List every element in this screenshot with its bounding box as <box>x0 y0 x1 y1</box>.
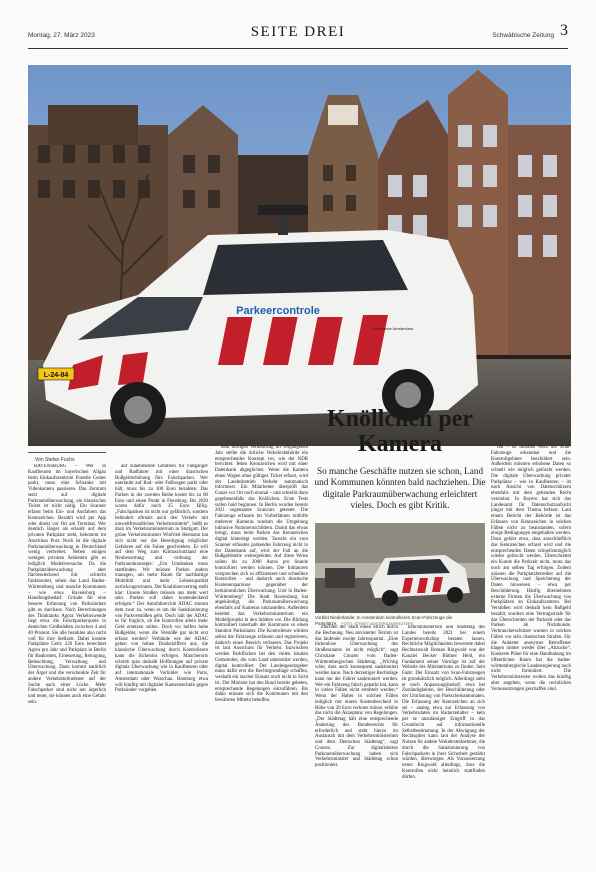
header-rule <box>28 48 568 49</box>
article-column-3: dem dortigen Verkehrstag im vergangenen Jahr stellte die örtliche Verkehrsbehörde ein entsprechendes Konzept vor, wie der NDR berichtet: Jeden Kennzeichen wird mit einer Datenbank abgeglichen. Wenn die Kamera einen Wagen ohne gültiges Ticket erfasst, wird der Landesbetrieb Verkehr automatisch informiert. Ein Mitarbeiter überprüft das Ganze vor Ort noch einmal – und schreibt dann gegebenenfalls das Knöllchen. Erste Tests sollen bald beginnen. In Berlin wurden bereits 2021 sogenannte Scancars getestet. Die Fahrzeuge erfassen im Vorbeifahren mithilfe mehrerer Kameras rundum die Umgebung inklusive Nummernschildern. Damit das etwas bringt, muss beim Parken das Kennzeichen digital hinterlegt werden. Tauscht ein vom Scanner erfasstes parkendes Fahrzeug nicht in der Datenbank auf, wird der Fall an die Bußgeldstelle weitergeleitet. Auf diese Weise sollen bis zu 2000 Autos pro Stunde kontrolliert werden können. Die Initiatoren versprechen sich so effizientere und schnellere Kontrollen – und dadurch auch drastische Kostenersparnisse gegenüber der herkömmlichen Überwachung. Und in Baden-Württemberg? Die Stadt Ravensburg hat angekündigt, die Parkraumüberwachung ebenfalls auf Kameras umzustellen. Außerdem bereitet das Verkehrsministerium ein Modellprojekt in den Städten vor. Die Bildung kontrolliert innerhalb der Kommune so einen Standort Parksünder. Die Kontrolleure würden selbst die Fahrzeuge erfassen und registrieren, dadurch einen Bereich verlassen. Das Projekt ist laut Ausschuss für Verkehr. Inzwischen werden Parkflächen bei den vielen lokalen Gemeinden, die vom Land unterstützt werden, digital kontrolliert. Der Landesgesetzgeber muss dafür erst die Rechtsgrundlage schaffen, weshalb ein rascher Einsatz noch nicht in Sicht ist. Der Minister hat den Bund bereits gebeten, entsprechende Regelungen einzuführen. Bis dahin müssen sich die Kommunen mit den bewährten Mitteln behelfen. <box>215 445 308 703</box>
newspaper-name: Schwäbische Zeitung <box>492 32 554 39</box>
article-column-6: fen – so müssten etwa die Scan-Fahrzeuge erkennbar und die Kontrollgebiete beschildert sein. Außerdem müssten erhobene Daten so schnell wie möglich gelöscht werden. Die digitale Überwachung privater Parkplätze – wie in Kaufbeuren – ist nach Ansicht von Datenschützern ebenfalls mit dem geltenden Recht vereinbar. In Bayern hat sich das Landesamt für Datenschutzaufsicht jüngst mit dem Thema befasst. Laut einem Bericht der Behörde ist das Erfassen von Kennzeichen in solchen Fällen nicht zu beanstanden, sofern einige Bedingungen eingehalten werden. Dazu gehört etwa, dass ausschließlich das Kennzeichen erfasst wird und die entsprechenden Daten schnellstmöglich wieder gelöscht werden. Überschreitet ein Kunde die Parkzeit nicht, muss das noch am selben Tag erfolgen. Zudem müssen die Parkplatzbetreiber auf die Überwachung und Speicherung der Daten hinweisen – etwa per Beschilderung. Häufig übernehmen externe Firmen die Überwachung von Parkplätzen an Einkaufszentren. Bei Verstößen wird deshalb kein Bußgeld bezahlt, sondern eine Vertragsstrafe für das Überschreiten der Parkzeit oder das Parken ab Nichtkunde. Verbraucherschützer warnen in solchen Fällen vor teils drastischen Strafen. Für die Anbieter anonymer Betroffener klagen immer wieder über „Abzocke“. Konkrete Pläne für eine Handhabung im öffentlichen Raum hat die baden-württembergische Landesregierung noch nicht formuliert. Die Verkehrsministerien wollen das künftig aber angehen, wenn die rechtlichen Voraussetzungen geschaffen sind. <box>491 445 571 692</box>
byline: Von Stefan Fuchs <box>35 457 75 463</box>
license-plate: L-24-84 <box>43 372 69 379</box>
vehicle-logo-text: Gemeente Amsterdam <box>373 326 414 331</box>
photo-credit: FOTO: STREET AMSTERDAM/REUTERS <box>341 621 414 626</box>
article-column-1: RAVENSBURG – Wer in Kaufbeuren im bayerischen Allgäu beim Einkaufszentrum Forettle Center parkt, muss eine Schranke mit Videokamera passieren. Das Zentrum setzt auf digitale Parkraumüberwachung, ein klassisches Ticket ist nicht nötig. Ein Scanner erfasst beim Ein- und Ausfahren das Kennzeichen. Bezahlt wird per App oder direkt vor Ort am Terminal. Wer deutlich länger als erlaubt auf dem privaten Parkplatz steht, bekommt im Anschluss Post. Noch ist die digitale Parkraumüberwachung in Deutschland wenig verbreitet. Neben einigen wenigen privaten Anbietern gibt es lediglich Modellversuche. Da die Parkplatzüberwachung aber flächendeckend mit schlecht funktioniert, sehen das Land Baden-Württemberg und manche Kommunen – wie etwa Ravensburg – Handlungsbedarf. Gründe für eine bessere Erfassung von Parksündern gibt es durchaus. Nach Berechnungen des Thinktanks Agora Verkehrswende liegt etwa die Falschparkerquote in deutschen Großstädten zwischen 4 und 40 Prozent. Sie alle bezahlen also nicht voll für ihre Stellzeit. Dabei kostete Parkplätze Geld: 220 Euro berechnet Agora pro Jahr und Parkplatz in Berlin für Baukosten, Erneuerung, Reinigung, Beleuchtung, Verwaltung und Überwachung. Dazu kommt natürlich der Ärger und die verschenkte Zeit für andere Verkehrsteilnehmer auf der Suche nach einer Lücke. Mehr Falschparker sind nicht nur ärgerlich und teuer, sie können auch eine Gefahr sein. <box>28 464 106 705</box>
main-photo <box>28 65 571 446</box>
page-number: 3 <box>560 22 568 39</box>
article-column-5: kehrsministerium und Städtetag des Landes bereits 2021 bei einem Expertenworkshop beraten lassen. Rechtliche Möglichkeiten bewertete dabei Rechtsanwalt Roman Ringwald von der Kanzlei Becker Büttner Held, ein Fundament seiner Vorträge ist auf der Website des Ministeriums zu finden. Sein Fazit: Der Einsatz von Scan-Fahrzeugen ist grundsätzlich möglich. Allerdings sieht er noch Anpassungsbedarf, etwa bei Zuständigkeiten, der Beschilderung oder der Umrüstung von Parkscheinautomaten. Die Erfassung der Kennzeichen an sich sei – analog etwa zur Erfassung von Verkehrsdaten im Radarzeitalter – kein per se unzulässiger Eingriff in das Grundrecht auf informationelle Selbstbestimmung. In der Abwägung der Rechtsgüter kann laut der Analyse der Nutzen für andere Verkehrsteilnehmer, die durch die Sanktionierung von Falschparkern in ihrer Sicherheit gestärkt würden, überwiegen. Als Voraussetzung nennt Ringwald allerdings, dass die Kontrollen nicht heimlich stattfinden dürfen. <box>402 625 485 780</box>
article-column-2: auf zunehmende Gefahren für Fußgänger und Radfahrer mit einer drastischen Bußgelderhöhung fürs Falschparken. Wer unerlaubt auf Rad- oder Fußwegen parkt oder hält, muss bis zu 100 Euro bezahlen. Das Parken in der zweiten Reihe kostet bis zu 80 Euro und einen Punkt in Flensburg. Bis 2020 waren dafür noch 25 Euro fällig. „Falschparken ist nicht nur gefährlich, sondern behindert oftmals auch den Verkehr mit umweltfreundlichen Verkehrsmitteln“, heißt es dazu im Verkehrsministerium in Stuttgart. Der grüne Verkehrsminister Winfried Hermann hat sich nicht nur die Beseitigung möglicher Gefahren auf die Fahne geschrieben. Er will auf dem Weg zum Klimaschutzland eine Neubewertung und -ordnung der Parkraumkonzepte: „Um Umdenken muss stattfinden. Wir müssen Parken anders managen, um mehr Raum für nachhaltige Mobilität und mehr Lebensqualität zurückzugewinnen. Der Koalitionsvertrag stellt klar: Unsere Straßen müssen uns mehr wert sein. Parken soll daher kostendeckend erfolgen.“ Der Autofahrerclub ADAC stimmt dem zwar zu, wenn es um die Sanktionierung von Parkverstößen geht. Doch hält der ADAC es für fraglich, ob die Kontrollen allein mehr Geld ersetzen sollen. Doch wo helfen hohe Bußgelder, wenn die Verstöße gar nicht erst erfasst werden? Verbände wie der ADAC gehen von hohen Dunkelziffern aus, die klassische Überwachung durch Kontrolleure kann die lückenlos erfolgen. Mancherorts schrieb man deshalb Hoffnungen auf private digitale Überwachung wie in Kaufbeuren oder auf internationale Vorbilder wie Paris, Amsterdam oder Warschau. Hamburg etwa will künftig mit digitaler Kameratechnik gegen Parksünder vorgehen. <box>115 464 208 694</box>
article-column-4: machten der Stadt einen Strich durch die Rechnung. Neu anvisierter Termin ist das laufende zweite Jahresquartal. „Eine lückenlose Überwachung des Straßenraums ist nicht möglich“, sagt Christiane Conzen vom Baden-Württembergischen Städtetag. „Wichtig wäre, dass auch konsequent sanktioniert werden kann. Nach derzeitiger Rechtslage kann nur der Fahrer sanktioniert werden. Wer ein Fahrzeug falsch geparkt hat, kann in vielen Fällen nicht ermittelt werden.“ Wenn der Halter in solchen Fällen lediglich mit einem Kostenbescheid in Höhe von 20 Euro rechnen müsse, erhöhe das nicht die Akzeptanz von Regelungen. „Der Städtetag hält eine entsprechende Änderung des Bundesrechts für erforderlich und steht hierzu im Austausch mit dem Verkehrsministerium und dem Deutschen Städtetag“, sagt Conzen. Zur digitalisierten Parkraumüberwachung haben sich Verkehrsminister und Städtetag schon positioniert. <box>315 625 398 768</box>
vehicle-label: Parkeercontrole <box>236 305 320 317</box>
caption-text: Vorbild Niederlande: In Amsterdam kontrollieren Scan-Fahrzeuge die Parkplätze. <box>315 615 453 626</box>
subheadline: So manche Geschäfte nutzen sie schon, Land und Kommunen könnten bald nachziehen. Die digitale Parkraumüberwachung erleichtert vieles. Doch es gibt Kritik. <box>314 466 486 511</box>
page-header <box>28 22 568 46</box>
headline: Knöllchen per Kamera <box>326 406 473 457</box>
byline-rule <box>28 452 106 453</box>
issue-date: Montag, 27. März 2023 <box>28 32 95 39</box>
section-title: SEITE DREI <box>250 24 346 40</box>
scan-car-photo <box>315 523 485 613</box>
